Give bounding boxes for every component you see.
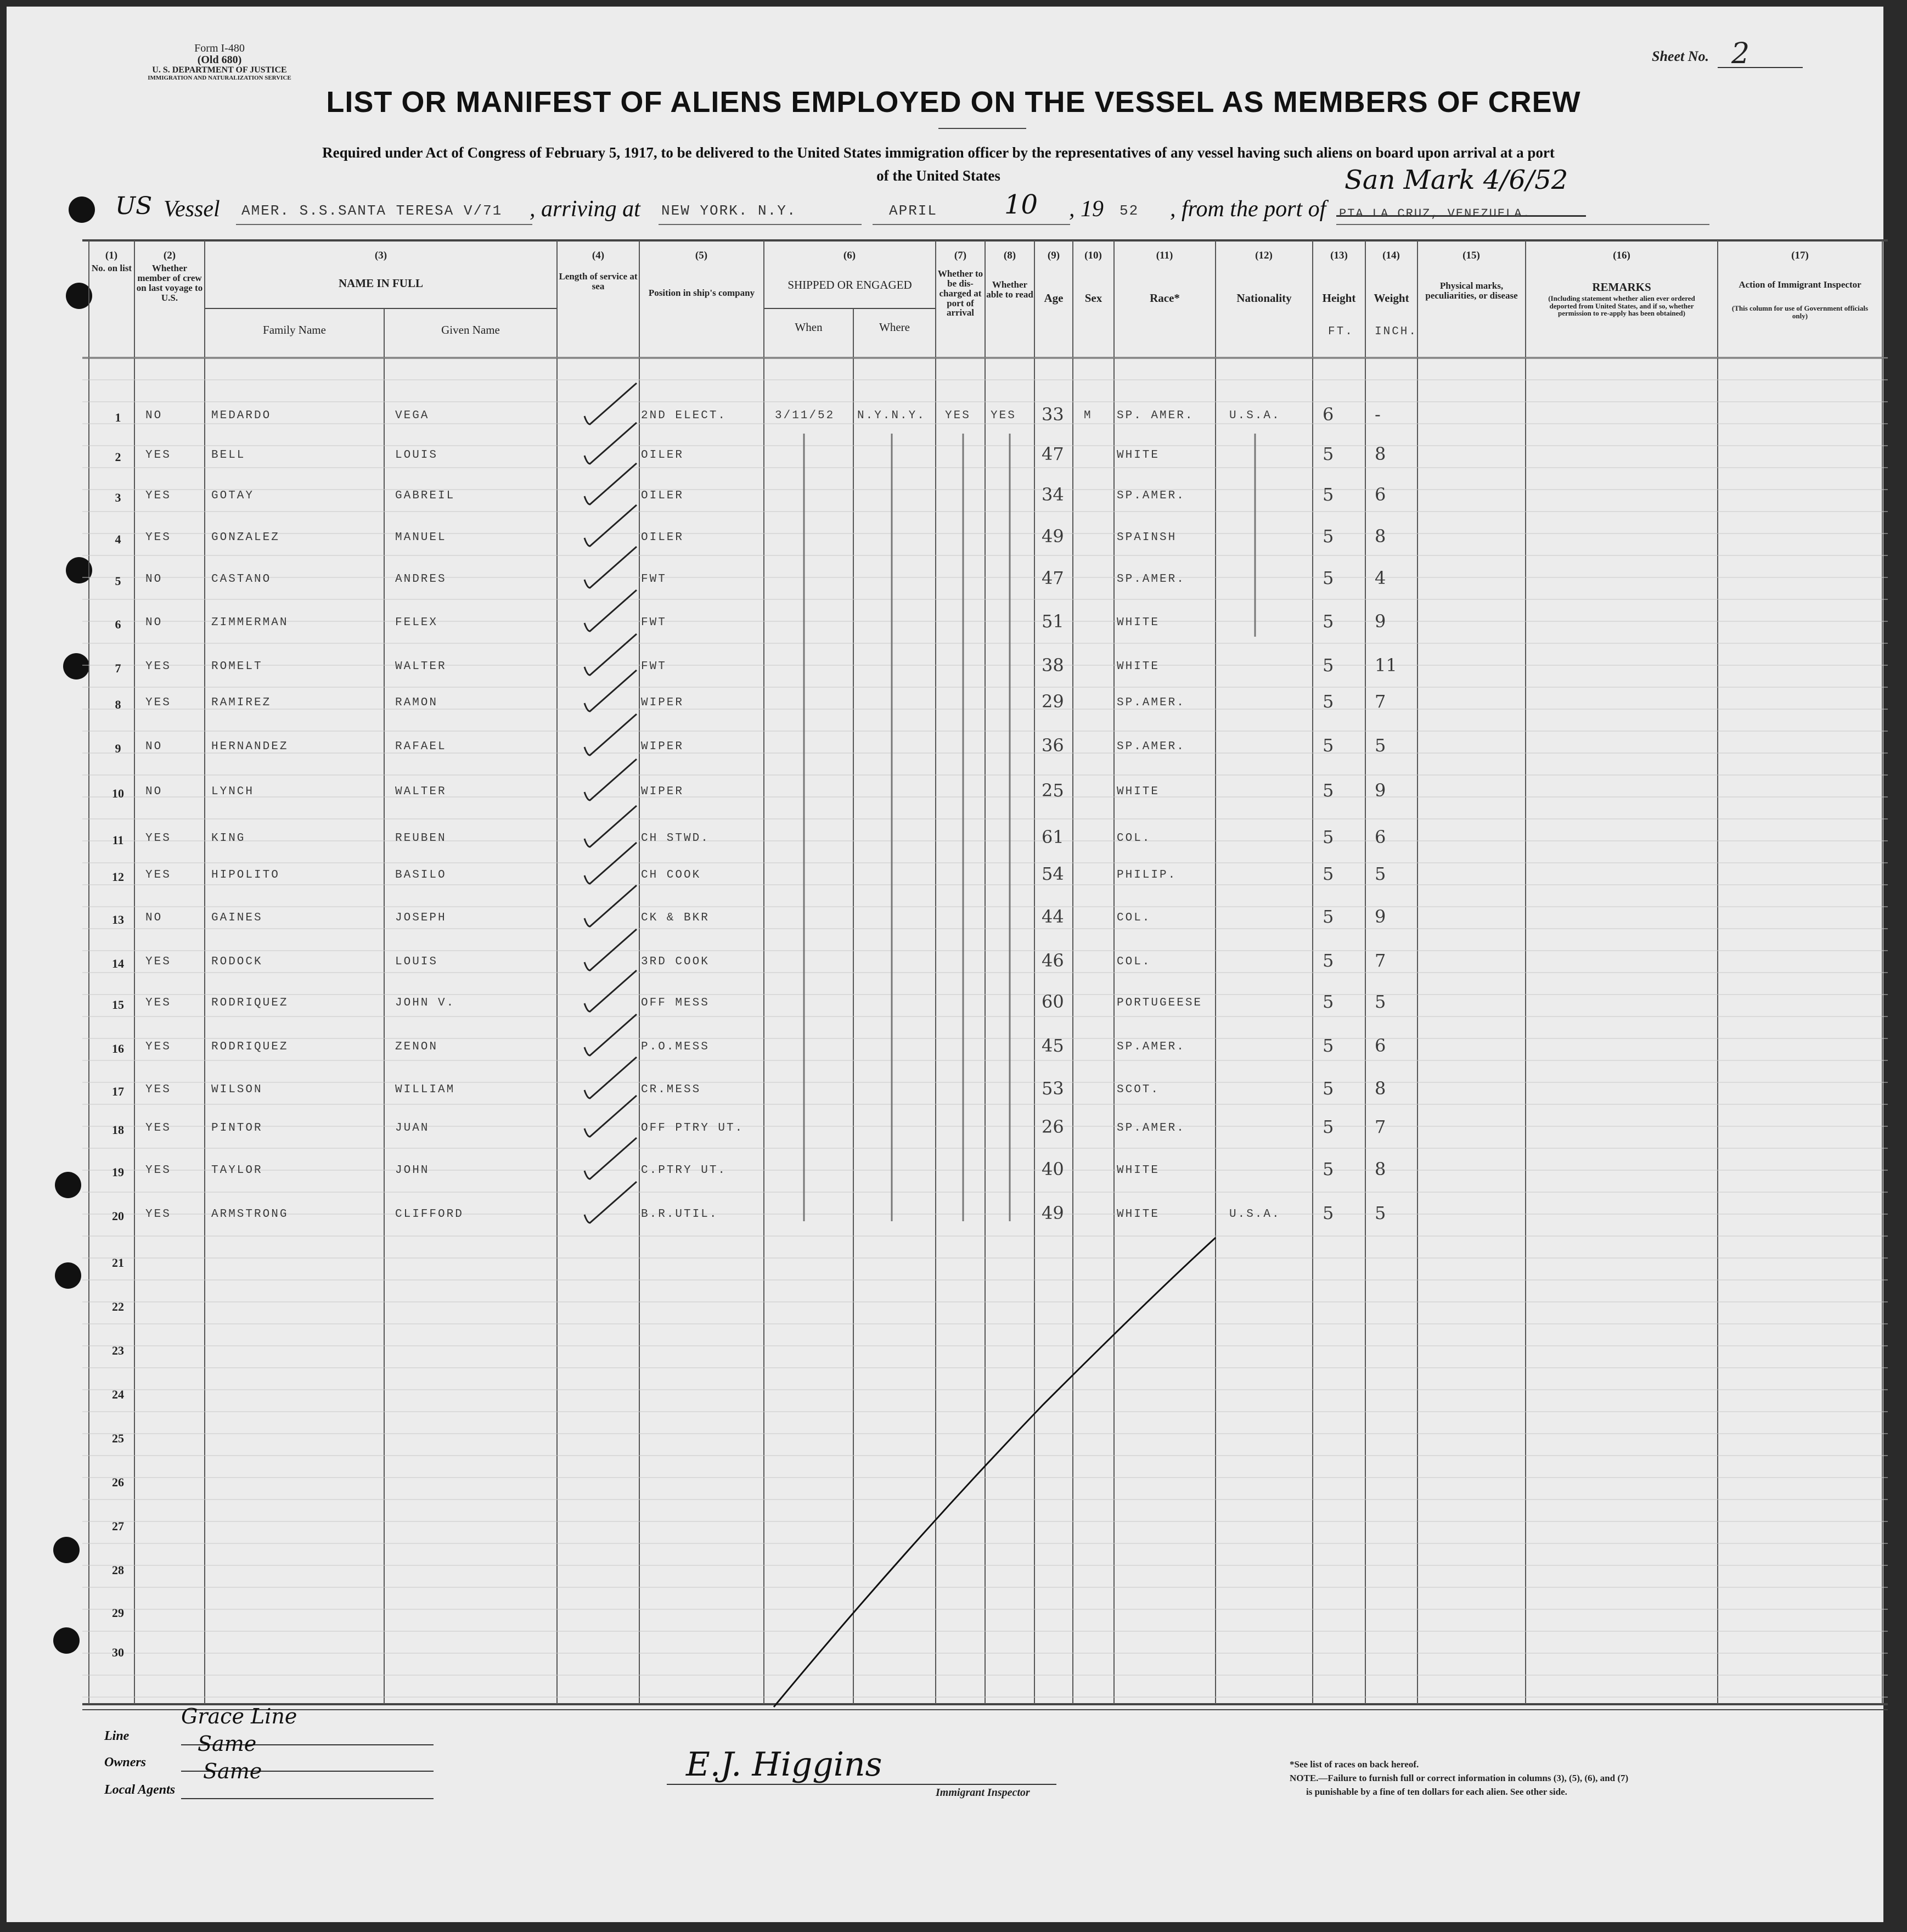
cell-race: SP.AMER. bbox=[1117, 573, 1185, 586]
header-race: Race* bbox=[1150, 291, 1180, 305]
header-remarks: REMARKS bbox=[1592, 280, 1651, 294]
cell-crew: NO bbox=[145, 785, 163, 798]
cell-family: RODRIQUEZ bbox=[211, 1041, 289, 1053]
cell-crew: YES bbox=[145, 997, 171, 1009]
cell-height: 5 bbox=[1323, 1035, 1334, 1056]
row-number: 8 bbox=[115, 698, 121, 711]
cell-crew: YES bbox=[145, 449, 171, 462]
header-name-in-full: NAME IN FULL bbox=[338, 277, 423, 290]
cell-family: WILSON bbox=[211, 1083, 263, 1096]
cell-height: 5 bbox=[1323, 950, 1334, 971]
cell-weight: 6 bbox=[1375, 484, 1386, 505]
cell-sex: M bbox=[1084, 409, 1093, 422]
cell-family: ARMSTRONG bbox=[211, 1208, 289, 1221]
row-number: 23 bbox=[112, 1344, 124, 1357]
cell-height: 5 bbox=[1323, 991, 1334, 1012]
cell-age: 25 bbox=[1042, 780, 1064, 801]
cell-given: JUAN bbox=[395, 1122, 430, 1135]
cell-position: P.O.MESS bbox=[641, 1041, 710, 1053]
cell-given: LOUIS bbox=[395, 956, 438, 968]
cell-weight: 9 bbox=[1375, 780, 1386, 801]
cell-race: SP.AMER. bbox=[1117, 1041, 1185, 1053]
cell-race: COL. bbox=[1117, 956, 1151, 968]
cell-when: 3/11/52 bbox=[775, 409, 835, 422]
row-number: 29 bbox=[112, 1606, 124, 1620]
cell-weight: 5 bbox=[1375, 863, 1386, 884]
header-able-to-read: Whether able to read bbox=[986, 279, 1033, 300]
service-check-mark bbox=[584, 1138, 637, 1179]
header-age: Age bbox=[1044, 291, 1064, 305]
cell-weight: 5 bbox=[1375, 1203, 1386, 1223]
cell-given: JOSEPH bbox=[395, 912, 447, 924]
column-number: (16) bbox=[1613, 250, 1630, 261]
cell-weight: 9 bbox=[1375, 611, 1386, 632]
cell-family: GOTAY bbox=[211, 490, 255, 502]
column-number: (15) bbox=[1462, 250, 1480, 261]
race-note: *See list of races on back hereof. bbox=[1290, 1759, 1419, 1770]
inspector-label: Immigrant Inspector bbox=[936, 1787, 1030, 1799]
cell-weight: 7 bbox=[1375, 691, 1386, 712]
service-check-mark bbox=[584, 670, 637, 711]
cell-age: 38 bbox=[1042, 655, 1064, 676]
row-number: 11 bbox=[112, 833, 124, 847]
cell-race: SPAINSH bbox=[1117, 531, 1177, 544]
penalty-note: NOTE.—Failure to furnish full or correct information in columns (3), (5), (6), and (7) bbox=[1290, 1773, 1629, 1783]
service-check-mark bbox=[584, 1057, 637, 1098]
cell-age: 49 bbox=[1042, 526, 1064, 547]
cell-age: 60 bbox=[1042, 991, 1064, 1012]
column-number: (10) bbox=[1084, 250, 1102, 261]
cell-height: 5 bbox=[1323, 827, 1334, 847]
cell-height: 5 bbox=[1323, 1159, 1334, 1180]
cell-age: 40 bbox=[1042, 1159, 1064, 1180]
column-number: (7) bbox=[954, 250, 967, 261]
row-number: 27 bbox=[112, 1519, 124, 1533]
cell-age: 61 bbox=[1042, 827, 1064, 847]
header-crew-last-voyage: Whether member of crew on last voyage to U.S. bbox=[136, 263, 203, 303]
cell-height: 5 bbox=[1323, 691, 1334, 712]
arrival-day: 10 bbox=[1004, 189, 1038, 220]
cell-family: GONZALEZ bbox=[211, 531, 280, 544]
header-given-name: Given Name bbox=[441, 323, 500, 336]
cell-given: WILLIAM bbox=[395, 1083, 455, 1096]
service-check-mark bbox=[584, 463, 637, 504]
cell-crew: YES bbox=[145, 832, 171, 845]
row-number: 2 bbox=[115, 450, 121, 464]
service-check-mark bbox=[584, 547, 637, 588]
cell-crew: NO bbox=[145, 740, 163, 753]
cell-family: HIPOLITO bbox=[211, 869, 280, 881]
cell-age: 34 bbox=[1042, 484, 1064, 505]
row-number: 17 bbox=[112, 1085, 124, 1098]
service-check-mark bbox=[584, 505, 637, 546]
cell-crew: YES bbox=[145, 1083, 171, 1096]
cell-where: N.Y.N.Y. bbox=[857, 409, 926, 422]
header-weight: Weight bbox=[1374, 291, 1409, 305]
cell-position: OILER bbox=[641, 531, 684, 544]
cell-position: CH COOK bbox=[641, 869, 701, 881]
cell-crew: YES bbox=[145, 697, 171, 709]
cell-race: WHITE bbox=[1117, 449, 1160, 462]
header-shipped-or-engaged: SHIPPED OR ENGAGED bbox=[787, 278, 912, 291]
service-check-mark bbox=[584, 634, 637, 675]
form-old-number: (Old 680) bbox=[197, 54, 242, 66]
column-number: (14) bbox=[1382, 250, 1400, 261]
cell-crew: YES bbox=[145, 1208, 171, 1221]
header-position: Position in ship's company bbox=[648, 288, 755, 298]
row-number: 30 bbox=[112, 1645, 124, 1659]
cell-crew: NO bbox=[145, 573, 163, 586]
sheet-number-value: 2 bbox=[1731, 37, 1750, 70]
cell-weight: 5 bbox=[1375, 735, 1386, 756]
cell-height: 5 bbox=[1323, 1078, 1334, 1099]
penalty-note-cont: is punishable by a fine of ten dollars for each alien. See other side. bbox=[1306, 1787, 1567, 1797]
row-number: 4 bbox=[115, 532, 121, 546]
row-number: 26 bbox=[112, 1475, 124, 1489]
row-number: 24 bbox=[112, 1388, 124, 1401]
cell-given: BASILO bbox=[395, 869, 447, 881]
cell-crew: YES bbox=[145, 1122, 171, 1135]
header-height: Height bbox=[1322, 291, 1356, 305]
form-number: Form I-480 bbox=[194, 42, 245, 54]
column-number: (13) bbox=[1330, 250, 1348, 261]
header-physical-marks: Physical marks, peculiarities, or disease bbox=[1425, 280, 1518, 301]
cell-race: SP.AMER. bbox=[1117, 740, 1185, 753]
service-check-mark bbox=[584, 383, 637, 424]
cell-position: OFF PTRY UT. bbox=[641, 1122, 744, 1135]
column-number: (5) bbox=[695, 250, 708, 261]
cell-family: RODOCK bbox=[211, 956, 263, 968]
cell-height: 5 bbox=[1323, 906, 1334, 927]
cell-family: ROMELT bbox=[211, 660, 263, 673]
cell-crew: YES bbox=[145, 490, 171, 502]
cell-weight: 6 bbox=[1375, 1035, 1386, 1056]
column-number: (2) bbox=[163, 250, 176, 261]
page-subtitle: Required under Act of Congress of February 5, 1917, to be delivered to the United States immigration officer by the representatives of any vessel having such aliens on board upon arrival at a port of the United States bbox=[322, 144, 1555, 184]
cell-age: 36 bbox=[1042, 735, 1064, 756]
row-number: 16 bbox=[112, 1042, 124, 1055]
cell-disch: YES bbox=[945, 409, 971, 422]
cell-age: 47 bbox=[1042, 443, 1064, 464]
cell-crew: YES bbox=[145, 1041, 171, 1053]
service-check-mark bbox=[584, 1096, 637, 1137]
service-check-mark bbox=[584, 929, 637, 970]
arrival-month: APRIL bbox=[889, 203, 938, 219]
line-value: Grace Line bbox=[181, 1704, 297, 1728]
row-number: 22 bbox=[112, 1300, 124, 1313]
inspector-signature: E.J. Higgins bbox=[686, 1745, 882, 1784]
cell-height: 5 bbox=[1323, 484, 1334, 505]
service-check-mark bbox=[584, 1182, 637, 1223]
owners-value: Same bbox=[198, 1732, 257, 1756]
from-port-handwritten: San Mark 4/6/52 bbox=[1345, 165, 1568, 195]
header-action-note: (This column for use of Government officials only) bbox=[1731, 304, 1869, 320]
cell-race: WHITE bbox=[1117, 660, 1160, 673]
form-service: IMMIGRATION AND NATURALIZATION SERVICE bbox=[148, 74, 291, 81]
cell-weight: 7 bbox=[1375, 950, 1386, 971]
cell-weight: 9 bbox=[1375, 906, 1386, 927]
cell-height: 5 bbox=[1323, 568, 1334, 588]
cell-family: HERNANDEZ bbox=[211, 740, 289, 753]
cell-given: JOHN bbox=[395, 1164, 430, 1177]
vessel-label: Vessel bbox=[164, 196, 220, 222]
cell-family: ZIMMERMAN bbox=[211, 616, 289, 629]
column-number: (17) bbox=[1791, 250, 1809, 261]
cell-crew: YES bbox=[145, 869, 171, 881]
cell-family: GAINES bbox=[211, 912, 263, 924]
cell-weight: 4 bbox=[1375, 568, 1386, 588]
column-number: (3) bbox=[374, 250, 387, 261]
cell-given: VEGA bbox=[395, 409, 430, 422]
row-number: 10 bbox=[112, 787, 124, 800]
cell-family: RAMIREZ bbox=[211, 697, 272, 709]
service-check-mark bbox=[584, 423, 637, 464]
header-length-of-service: Length of service at sea bbox=[559, 271, 638, 291]
cell-given: ZENON bbox=[395, 1041, 438, 1053]
cell-height: 5 bbox=[1323, 655, 1334, 676]
service-check-mark bbox=[584, 970, 637, 1012]
page-title: LIST OR MANIFEST OF ALIENS EMPLOYED ON THE VESSEL AS MEMBERS OF CREW bbox=[326, 86, 1581, 119]
cell-race: COL. bbox=[1117, 912, 1151, 924]
cell-position: OFF MESS bbox=[641, 997, 710, 1009]
cell-given: ANDRES bbox=[395, 573, 447, 586]
cell-nationality: U.S.A. bbox=[1229, 1208, 1281, 1221]
column-number: (12) bbox=[1255, 250, 1273, 261]
cell-height: 5 bbox=[1323, 611, 1334, 632]
column-number: (6) bbox=[843, 250, 856, 261]
cell-race: SCOT. bbox=[1117, 1083, 1160, 1096]
year-prefix: , 19 bbox=[1069, 196, 1104, 222]
cell-position: WIPER bbox=[641, 785, 684, 798]
cell-given: CLIFFORD bbox=[395, 1208, 464, 1221]
cell-weight: - bbox=[1375, 404, 1381, 425]
header-when: When bbox=[795, 321, 823, 334]
height-unit: FT. bbox=[1328, 325, 1354, 338]
row-number: 7 bbox=[115, 661, 121, 675]
cell-family: RODRIQUEZ bbox=[211, 997, 289, 1009]
cell-height: 5 bbox=[1323, 1116, 1334, 1137]
column-number: (4) bbox=[592, 250, 605, 261]
cell-position: WIPER bbox=[641, 740, 684, 753]
header-nationality: Nationality bbox=[1236, 291, 1292, 305]
cell-age: 54 bbox=[1042, 863, 1064, 884]
cell-race: WHITE bbox=[1117, 616, 1160, 629]
header-sex: Sex bbox=[1084, 291, 1102, 305]
header-action-inspector: Action of Immigrant Inspector bbox=[1739, 279, 1861, 290]
cell-race: WHITE bbox=[1117, 1164, 1160, 1177]
column-number: (8) bbox=[1003, 250, 1016, 261]
row-number: 6 bbox=[115, 617, 121, 631]
vessel-mark: US bbox=[115, 192, 153, 220]
service-check-mark bbox=[584, 885, 637, 926]
cell-height: 5 bbox=[1323, 780, 1334, 801]
local-agents-label: Local Agents bbox=[104, 1783, 176, 1797]
cell-age: 29 bbox=[1042, 691, 1064, 712]
cell-position: C.PTRY UT. bbox=[641, 1164, 727, 1177]
cell-race: SP. AMER. bbox=[1117, 409, 1194, 422]
arriving-label: , arriving at bbox=[530, 196, 640, 222]
vessel-name: AMER. S.S.SANTA TERESA V/71 bbox=[241, 203, 503, 219]
cell-position: FWT bbox=[641, 573, 667, 586]
cell-given: WALTER bbox=[395, 785, 447, 798]
cell-family: MEDARDO bbox=[211, 409, 272, 422]
from-port-typed: PTA LA CRUZ, VENEZUELA. bbox=[1339, 207, 1531, 221]
cell-race: WHITE bbox=[1117, 785, 1160, 798]
local-agents-value: Same bbox=[203, 1759, 262, 1783]
cell-given: WALTER bbox=[395, 660, 447, 673]
cell-crew: NO bbox=[145, 409, 163, 422]
header-remarks-note: (Including statement whether alien ever ordered deported from United States, and if so, whether permission to re-apply has been obtained) bbox=[1548, 294, 1695, 318]
cell-crew: YES bbox=[145, 660, 171, 673]
cell-weight: 8 bbox=[1375, 1159, 1386, 1180]
row-number: 28 bbox=[112, 1563, 124, 1577]
cell-weight: 11 bbox=[1375, 655, 1397, 676]
cell-height: 6 bbox=[1323, 404, 1334, 425]
cell-height: 5 bbox=[1323, 735, 1334, 756]
header-no-on-list: No. on list bbox=[91, 263, 132, 273]
header-family-name: Family Name bbox=[263, 323, 326, 336]
cell-age: 49 bbox=[1042, 1203, 1064, 1223]
cell-family: CASTANO bbox=[211, 573, 272, 586]
column-number: (11) bbox=[1156, 250, 1173, 261]
cell-family: BELL bbox=[211, 449, 246, 462]
cell-race: PORTUGEESE bbox=[1117, 997, 1203, 1009]
cell-position: WIPER bbox=[641, 697, 684, 709]
cell-race: COL. bbox=[1117, 832, 1151, 845]
cell-position: B.R.UTIL. bbox=[641, 1208, 718, 1221]
cell-race: SP.AMER. bbox=[1117, 697, 1185, 709]
cell-position: OILER bbox=[641, 490, 684, 502]
cell-weight: 8 bbox=[1375, 526, 1386, 547]
cell-weight: 5 bbox=[1375, 991, 1386, 1012]
from-port-label: , from the port of bbox=[1170, 196, 1326, 222]
service-check-mark bbox=[584, 759, 637, 800]
row-number: 19 bbox=[112, 1165, 124, 1179]
arriving-port: NEW YORK. N.Y. bbox=[661, 203, 797, 219]
cell-height: 5 bbox=[1323, 863, 1334, 884]
row-number: 21 bbox=[112, 1256, 124, 1270]
row-number: 1 bbox=[115, 411, 121, 424]
cell-weight: 6 bbox=[1375, 827, 1386, 847]
column-number: (9) bbox=[1047, 250, 1060, 261]
header-discharged: Whether to be dis-charged at port of arrival bbox=[937, 268, 983, 318]
sheet-label: Sheet No. bbox=[1652, 48, 1709, 64]
cell-given: JOHN V. bbox=[395, 997, 455, 1009]
cell-weight: 7 bbox=[1375, 1116, 1386, 1137]
cell-position: FWT bbox=[641, 616, 667, 629]
row-number: 5 bbox=[115, 574, 121, 588]
cell-weight: 8 bbox=[1375, 443, 1386, 464]
owners-label: Owners bbox=[104, 1755, 147, 1770]
cell-position: CR.MESS bbox=[641, 1083, 701, 1096]
row-number: 14 bbox=[112, 957, 124, 970]
service-check-mark bbox=[584, 1014, 637, 1055]
cell-height: 5 bbox=[1323, 526, 1334, 547]
weight-unit: INCH. bbox=[1375, 325, 1418, 338]
cell-nationality: U.S.A. bbox=[1229, 409, 1281, 422]
row-number: 13 bbox=[112, 913, 124, 926]
cell-height: 5 bbox=[1323, 443, 1334, 464]
cell-position: 3RD COOK bbox=[641, 956, 710, 968]
service-check-mark bbox=[584, 714, 637, 755]
cell-race: SP.AMER. bbox=[1117, 1122, 1185, 1135]
line-label: Line bbox=[104, 1729, 130, 1743]
cell-position: CH STWD. bbox=[641, 832, 710, 845]
cell-age: 45 bbox=[1042, 1035, 1064, 1056]
row-number: 20 bbox=[112, 1209, 124, 1223]
cell-crew: NO bbox=[145, 616, 163, 629]
cell-age: 53 bbox=[1042, 1078, 1064, 1099]
cell-given: LOUIS bbox=[395, 449, 438, 462]
cell-race: SP.AMER. bbox=[1117, 490, 1185, 502]
cell-age: 44 bbox=[1042, 906, 1064, 927]
cell-age: 33 bbox=[1042, 404, 1064, 425]
cell-position: FWT bbox=[641, 660, 667, 673]
service-check-mark bbox=[584, 590, 637, 631]
row-number: 15 bbox=[112, 998, 124, 1012]
cell-position: 2ND ELECT. bbox=[641, 409, 727, 422]
cell-age: 51 bbox=[1042, 611, 1064, 632]
cell-race: PHILIP. bbox=[1117, 869, 1177, 881]
cell-family: TAYLOR bbox=[211, 1164, 263, 1177]
cell-given: RAMON bbox=[395, 697, 438, 709]
cell-position: CK & BKR bbox=[641, 912, 710, 924]
cell-given: MANUEL bbox=[395, 531, 447, 544]
cell-height: 5 bbox=[1323, 1203, 1334, 1223]
cell-race: WHITE bbox=[1117, 1208, 1160, 1221]
cell-given: REUBEN bbox=[395, 832, 447, 845]
cell-family: PINTOR bbox=[211, 1122, 263, 1135]
row-number: 3 bbox=[115, 491, 121, 504]
cell-position: OILER bbox=[641, 449, 684, 462]
cell-age: 26 bbox=[1042, 1116, 1064, 1137]
cell-crew: NO bbox=[145, 912, 163, 924]
cell-family: LYNCH bbox=[211, 785, 255, 798]
cell-given: RAFAEL bbox=[395, 740, 447, 753]
cell-crew: YES bbox=[145, 1164, 171, 1177]
column-number: (1) bbox=[105, 250, 118, 261]
row-number: 12 bbox=[112, 870, 124, 884]
cell-family: KING bbox=[211, 832, 246, 845]
cell-crew: YES bbox=[145, 956, 171, 968]
cell-age: 47 bbox=[1042, 568, 1064, 588]
cell-weight: 8 bbox=[1375, 1078, 1386, 1099]
cell-read: YES bbox=[991, 409, 1016, 422]
cell-given: FELEX bbox=[395, 616, 438, 629]
header-where: Where bbox=[879, 321, 910, 334]
row-number: 18 bbox=[112, 1123, 124, 1137]
cell-given: GABREIL bbox=[395, 490, 455, 502]
arrival-year: 52 bbox=[1120, 203, 1139, 219]
row-number: 25 bbox=[112, 1431, 124, 1445]
form-department: U. S. DEPARTMENT OF JUSTICE bbox=[152, 65, 287, 75]
cell-crew: YES bbox=[145, 531, 171, 544]
row-number: 9 bbox=[115, 742, 121, 755]
cell-age: 46 bbox=[1042, 950, 1064, 971]
